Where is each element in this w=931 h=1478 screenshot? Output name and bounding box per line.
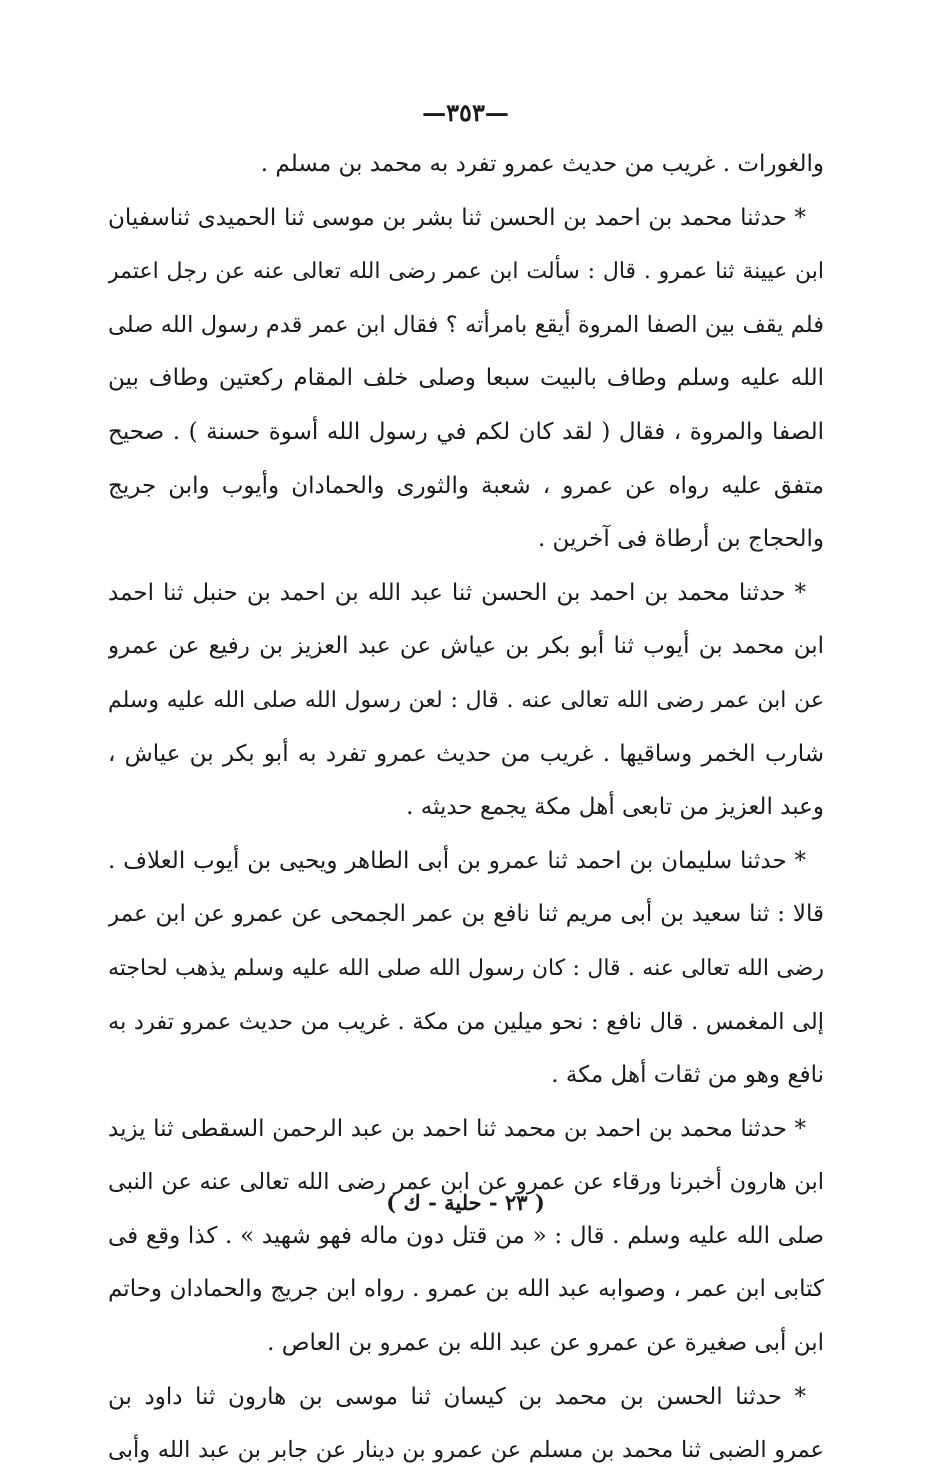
text-line: قالا : ثنا سعيد بن أبى مريم ثنا نافع بن عمر الجمحى عن عمرو عن ابن عمر xyxy=(108,901,824,928)
text-line: الصفا والمروة ، فقال ( لقد كان لكم في رسول الله أسوة حسنة ) . صحيح xyxy=(108,418,824,445)
text-line: ابن عيينة ثنا عمرو . قال : سألت ابن عمر رضى الله تعالى عنه عن رجل اعتمر xyxy=(108,259,824,285)
printer-signature: ( ٢٣ - حلية - ك ) xyxy=(386,1190,545,1215)
text-line: رضى الله تعالى عنه . قال : كان رسول الله صلى الله عليه وسلم يذهب لحاجته xyxy=(108,955,824,981)
text-line: ابن محمد بن أيوب ثنا أبو بكر بن عياش عن عبد العزيز بن رفيع عن عمرو xyxy=(108,633,824,660)
text-line: كتابى ابن عمر ، وصوابه عبد الله بن عمرو . رواه ابن جريج والحمادان وحاتم xyxy=(108,1276,824,1303)
text-line: * حدثنا محمد بن احمد بن الحسن ثنا بشر بن موسى ثنا الحميدى ثناسفيان xyxy=(108,204,806,231)
text-line: عن ابن عمر رضى الله تعالى عنه . قال : لعن رسول الله صلى الله عليه وسلم xyxy=(108,687,824,713)
text-line: * حدثنا محمد بن احمد بن محمد ثنا احمد بن عبد الرحمن السقطى ثنا يزيد xyxy=(108,1115,806,1142)
text-line: فلم يقف بين الصفا المروة أيقع بامرأته ؟ فقال ابن عمر قدم رسول الله صلى xyxy=(108,311,824,338)
text-line: شارب الخمر وساقيها . غريب من حديث عمرو تفرد به أبو بكر بن عياش ، xyxy=(108,740,824,767)
text-line: ابن أبى صغيرة عن عمرو عن عبد الله بن عمرو بن العاص . xyxy=(267,1330,824,1357)
text-line: ابن هارون أخبرنا ورقاء عن عمرو عن ابن عمر رضى الله تعالى عنه عن النبى xyxy=(108,1169,824,1196)
text-line: * حدثنا سليمان بن احمد ثنا عمرو بن أبى الطاهر ويحيى بن أيوب العلاف . xyxy=(108,847,806,874)
page-number: —٣٥٣— xyxy=(422,98,509,127)
text-line: الله عليه وسلم وطاف بالبيت سبعا وصلى خلف المقام ركعتين وطاف بين xyxy=(108,365,824,392)
text-line: نافع وهو من ثقات أهل مكة . xyxy=(551,1062,824,1089)
text-line: إلى المغمس . قال نافع : نحو ميلين من مكة . غريب من حديث عمرو تفرد به xyxy=(108,1008,824,1035)
text-line: * حدثنا الحسن بن محمد بن كيسان ثنا موسى بن هارون ثنا داود بن xyxy=(108,1383,806,1410)
text-line: وعبد العزيز من تابعى أهل مكة يجمع حديثه . xyxy=(406,794,824,821)
text-line: * حدثنا محمد بن احمد بن الحسن ثنا عبد الله بن احمد بن حنبل ثنا احمد xyxy=(108,579,806,606)
text-line: عمرو الضبى ثنا محمد بن مسلم عن عمرو بن دينار عن جابر بن عبد الله وأبى xyxy=(108,1437,824,1464)
body-text xyxy=(108,138,824,1478)
text-line: متفق عليه رواه عن عمرو ، شعبة والثورى والحمادان وأيوب وابن جريج xyxy=(108,472,824,499)
text-line: صلى الله عليه وسلم . قال : « من قتل دون ماله فهو شهيد » . كذا وقع فى xyxy=(108,1222,824,1249)
text-line: والغورات . غريب من حديث عمرو تفرد به محمد بن مسلم . xyxy=(260,151,824,177)
text-line: والحجاج بن أرطاة فى آخرين . xyxy=(537,526,824,553)
